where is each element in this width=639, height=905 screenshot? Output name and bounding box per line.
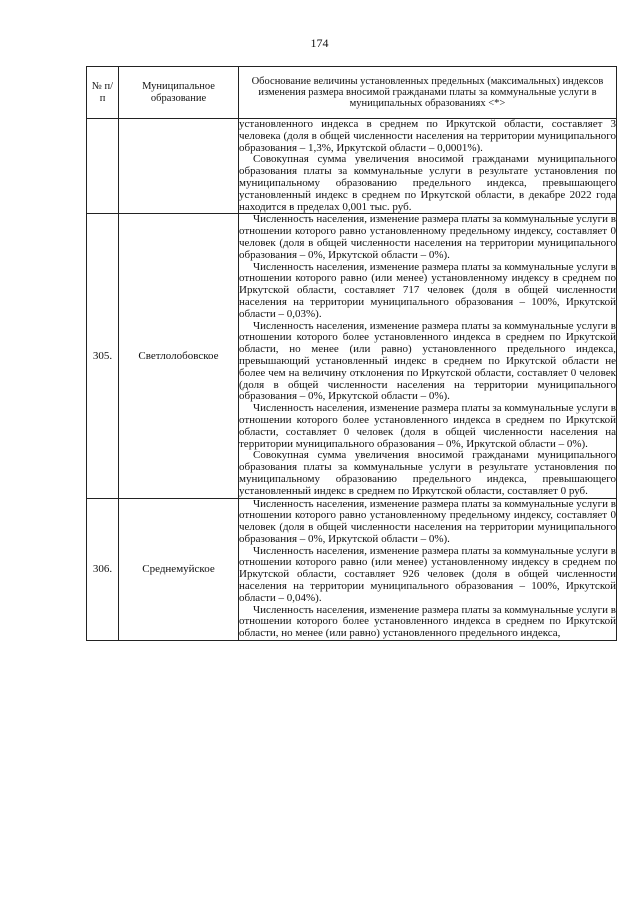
row-municipality: Среднемуйское bbox=[119, 498, 239, 641]
page-number: 174 bbox=[310, 36, 329, 50]
row-justification bbox=[239, 119, 617, 214]
table-row bbox=[87, 214, 617, 498]
header-municipality: Муниципальное образование bbox=[119, 67, 239, 119]
row-justification bbox=[239, 214, 617, 498]
row-municipality bbox=[119, 119, 239, 214]
row-municipality: Светлолобовское bbox=[119, 214, 239, 498]
paragraph: Совокупная сумма увеличения вносимой гражданами муниципального образования платы за коммунальные услуги в результате установления по муниципальному образованию предельного индекса, превышающего установленный индекс в среднем по Иркутской области, составляет 0 руб. bbox=[239, 449, 616, 497]
row-justification bbox=[239, 498, 617, 641]
paragraph: Численность населения, изменение размера платы за коммунальные услуги в отношении которого более установленного индекса в среднем по Иркутской области, но менее (или равно) установленного предельного индекса, bbox=[239, 603, 616, 640]
table-row bbox=[87, 119, 617, 214]
paragraph: Численность населения, изменение размера платы за коммунальные услуги в отношении которого равно установленному предельному индексу, составляет 0 человек (доля в общей численности населения на территории муниципального образования – 0%, Иркутской области – 0%). bbox=[239, 213, 616, 261]
header-number: № п/п bbox=[87, 67, 119, 119]
header-justification: Обоснование величины установленных предельных (максимальных) индексов изменения размера вносимой гражданами платы за коммунальные услуги в муниципальных образованиях <*> bbox=[239, 67, 617, 119]
row-number: 306. bbox=[87, 498, 119, 641]
paragraph: Численность населения, изменение размера платы за коммунальные услуги в отношении которого равно установленному предельному индексу, составляет 0 человек (доля в общей численности населения на территории муниципального образования – 0%, Иркутской области – 0%). bbox=[239, 497, 616, 545]
row-number: 305. bbox=[87, 214, 119, 498]
table-row bbox=[87, 498, 617, 641]
paragraph: Численность населения, изменение размера платы за коммунальные услуги в отношении которого равно (или менее) установленному индексу в среднем по Иркутской области, составляет 717 человек (доля в общей численности населения на территории муниципального образования – 100%, Иркутской области – 0,03%). bbox=[239, 260, 616, 320]
row-number bbox=[87, 119, 119, 214]
table-header-row bbox=[87, 67, 617, 119]
paragraph: Численность населения, изменение размера платы за коммунальные услуги в отношении которого более установленного индекса в среднем по Иркутской области, но менее (или равно) установленного предельного индекса, превышающий установленный индекс в среднем по Иркутской области не более чем на величину отклонения по Иркутской области, составляет 0 человек (доля в общей численности населения на территории муниципального образования – 0%, Иркутской области – 0%). bbox=[239, 319, 616, 403]
paragraph: Численность населения, изменение размера платы за коммунальные услуги в отношении которого равно (или менее) установленному индексу в среднем по Иркутской области, составляет 926 человек (доля в общей численности населения на территории муниципального образования – 100%, Иркутской области – 0,04%). bbox=[239, 544, 616, 604]
paragraph: Численность населения, изменение размера платы за коммунальные услуги в отношении которого более установленного индекса в среднем по Иркутской области, составляет 0 человек (доля в общей численности населения на территории муниципального образования – 0%, Иркутской области – 0%). bbox=[239, 402, 616, 450]
paragraph: установленного индекса в среднем по Иркутской области, составляет 3 человека (доля в общей численности населения на территории муниципального образования – 1,3%, Иркутской области – 0,0001%). bbox=[239, 118, 616, 154]
paragraph: Совокупная сумма увеличения вносимой гражданами муниципального образования платы за коммунальные услуги в результате установления по муниципальному образованию предельного индекса, превышающего установленный индекс в среднем по Иркутской области, в декабре 2022 года находится в пределах 0,001 тыс. руб. bbox=[239, 153, 616, 213]
indices-table bbox=[86, 66, 617, 641]
